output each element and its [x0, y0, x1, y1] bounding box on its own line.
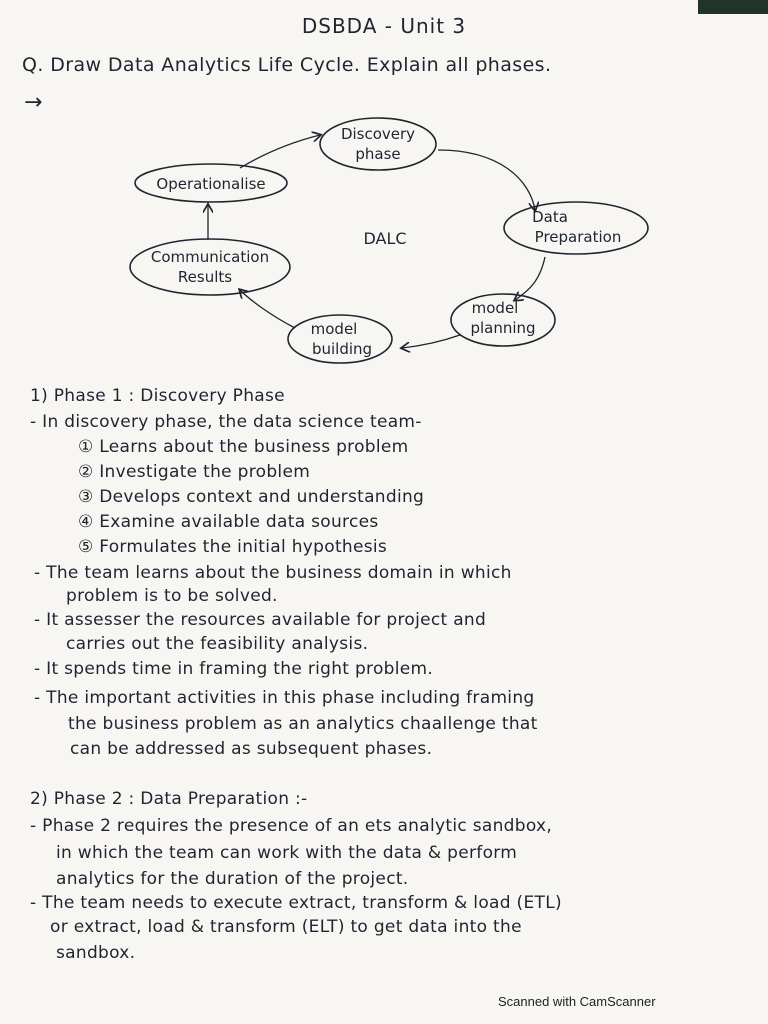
- node-communication-line1: Communication: [150, 248, 270, 266]
- phase1-point: - The important activities in this phase including framing: [34, 688, 535, 708]
- phase1-point: carries out the feasibility analysis.: [66, 634, 369, 654]
- phase1-item: ② Investigate the problem: [78, 462, 311, 482]
- phase1-point: - It assesser the resources available for project and: [34, 610, 487, 630]
- page-title: DSBDA - Unit 3: [301, 14, 467, 38]
- phase1-item: ① Learns about the business problem: [78, 437, 409, 457]
- arrow-operationalise-to-discovery: [240, 135, 320, 168]
- answer-arrow: →: [24, 90, 43, 115]
- phase2-point: analytics for the duration of the project.: [56, 869, 409, 889]
- node-operationalise-label: Operationalise: [156, 175, 266, 193]
- phase1-point: problem is to be solved.: [66, 586, 278, 606]
- node-data-preparation: [504, 202, 648, 254]
- scanner-watermark: Scanned with CamScanner: [498, 994, 656, 1009]
- node-model-building: [288, 315, 392, 363]
- phase1-point: can be addressed as subsequent phases.: [70, 739, 433, 759]
- node-data-prep-line1: Data: [532, 208, 568, 226]
- phase2-point: - The team needs to execute extract, transform & load (ETL): [30, 893, 562, 913]
- node-discovery: [320, 118, 436, 170]
- phase1-intro: - In discovery phase, the data science team-: [30, 412, 422, 432]
- node-communication-results: [130, 239, 290, 295]
- node-data-prep-line2: Preparation: [534, 228, 622, 246]
- arrow-planning-to-building: [402, 335, 460, 348]
- diagram-center-label: DALC: [363, 229, 407, 248]
- node-communication-line2: Results: [177, 268, 233, 286]
- scan-edge: [698, 0, 768, 14]
- node-model-building-line2: building: [311, 340, 373, 358]
- phase2-point: - Phase 2 requires the presence of an ets analytic sandbox,: [30, 816, 553, 836]
- node-discovery-line2: phase: [355, 145, 401, 163]
- node-model-planning-line2: planning: [470, 319, 536, 337]
- phase1-point: the business problem as an analytics chaallenge that: [68, 714, 538, 734]
- node-model-planning: [451, 294, 555, 346]
- node-model-building-line1: model: [310, 320, 358, 338]
- phase2-heading: 2) Phase 2 : Data Preparation :-: [30, 789, 308, 809]
- phase1-heading: 1) Phase 1 : Discovery Phase: [30, 386, 285, 406]
- phase2-point: sandbox.: [56, 943, 136, 963]
- phase1-point: - It spends time in framing the right problem.: [34, 659, 434, 679]
- phase1-point: - The team learns about the business domain in which: [34, 563, 512, 583]
- node-operationalise: [135, 164, 287, 202]
- question-text: Q. Draw Data Analytics Life Cycle. Explain all phases.: [22, 54, 552, 76]
- phase1-item: ④ Examine available data sources: [78, 512, 379, 532]
- phase2-point: or extract, load & transform (ELT) to get data into the: [50, 917, 522, 937]
- arrow-building-to-communication: [240, 290, 295, 328]
- dalc-cycle-diagram: [120, 110, 670, 375]
- arrow-prep-to-planning: [515, 257, 545, 300]
- node-discovery-line1: Discovery: [340, 125, 416, 143]
- phase1-item: ⑤ Formulates the initial hypothesis: [78, 537, 388, 557]
- node-model-planning-line1: model: [471, 299, 519, 317]
- phase1-item: ③ Develops context and understanding: [78, 487, 425, 507]
- arrow-discovery-to-prep: [438, 150, 535, 210]
- phase2-point: in which the team can work with the data & perform: [56, 843, 518, 863]
